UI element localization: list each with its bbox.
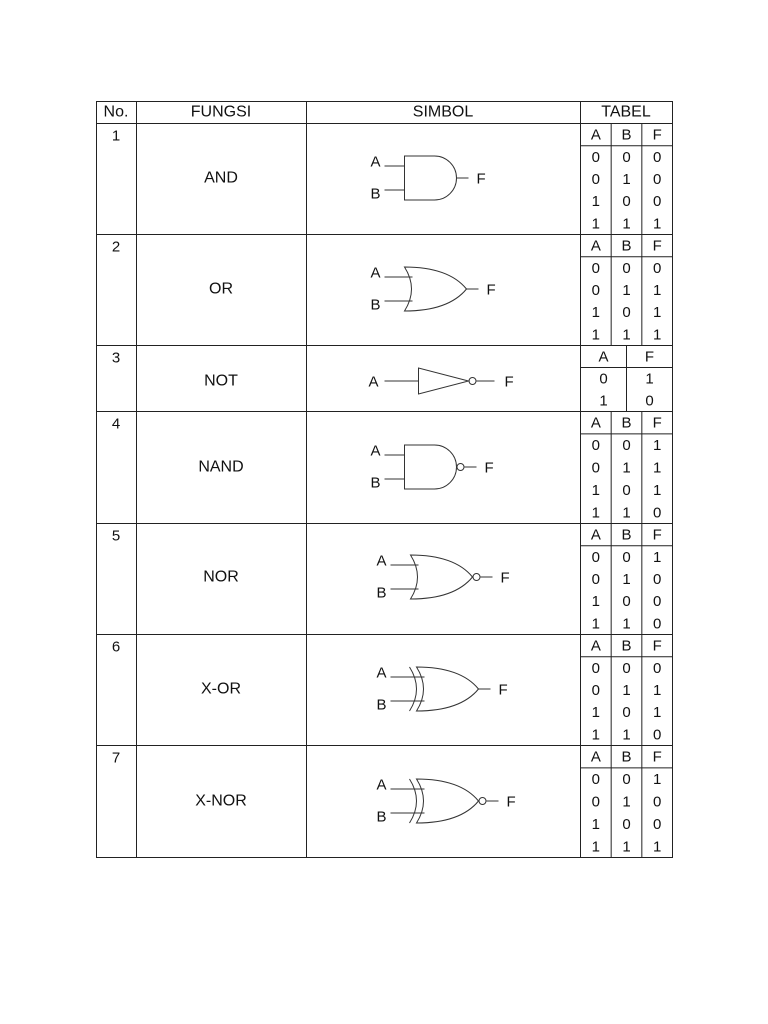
truth-cell: 0 xyxy=(622,593,631,611)
gate-row-x-nor xyxy=(112,745,673,857)
row-number: 3 xyxy=(111,349,121,367)
gate-body xyxy=(405,156,457,200)
input-label-a: A xyxy=(376,776,387,794)
truth-header-a: A xyxy=(590,237,601,255)
output-label-f: F xyxy=(506,793,516,811)
truth-table xyxy=(581,411,673,523)
input-label-a: A xyxy=(370,153,381,171)
truth-cell: 1 xyxy=(591,704,601,722)
gate-body xyxy=(405,445,457,489)
truth-header-f: F xyxy=(652,748,662,766)
truth-cell: 0 xyxy=(652,593,662,611)
truth-cell: 1 xyxy=(622,682,631,699)
truth-cell: 0 xyxy=(591,793,601,811)
truth-cell: 1 xyxy=(652,548,662,566)
truth-cell: 1 xyxy=(591,838,601,856)
inversion-bubble xyxy=(479,798,486,805)
truth-cell: 0 xyxy=(622,259,631,277)
truth-cell: 1 xyxy=(652,326,662,344)
truth-cell: 0 xyxy=(652,815,662,833)
truth-cell: 1 xyxy=(591,615,601,633)
truth-header-b: B xyxy=(621,748,632,766)
input-label-b: B xyxy=(370,296,381,314)
gate-row-or xyxy=(96,234,673,346)
truth-cell: 0 xyxy=(591,259,601,277)
output-label-f: F xyxy=(476,170,486,188)
truth-cell: 0 xyxy=(622,659,631,677)
truth-cell: 1 xyxy=(645,370,654,388)
input-label-a: A xyxy=(376,552,387,570)
truth-table xyxy=(581,345,673,411)
header-simbol: SIMBOL xyxy=(412,103,474,121)
truth-header-b: B xyxy=(621,637,632,655)
truth-cell: 1 xyxy=(622,615,631,633)
truth-cell: 1 xyxy=(652,838,662,856)
truth-cell: 0 xyxy=(622,771,631,789)
truth-cell: 1 xyxy=(652,481,662,499)
row-number: 6 xyxy=(111,638,121,656)
truth-cell: 1 xyxy=(591,593,601,611)
truth-header-a: A xyxy=(590,414,601,432)
output-label-f: F xyxy=(498,681,508,699)
truth-cell: 0 xyxy=(622,148,631,166)
truth-table xyxy=(581,634,673,745)
output-label-f: F xyxy=(500,569,510,587)
truth-cell: 0 xyxy=(591,659,601,677)
truth-cell: 0 xyxy=(645,392,654,410)
xor-extra-curve xyxy=(410,667,417,711)
truth-cell: 0 xyxy=(591,437,601,455)
gate-body xyxy=(411,555,473,599)
row-number: 5 xyxy=(111,527,121,545)
row-number: 1 xyxy=(111,127,121,145)
truth-cell: 0 xyxy=(591,548,601,566)
truth-cell: 1 xyxy=(622,838,631,856)
truth-cell: 0 xyxy=(652,726,662,744)
truth-cell: 1 xyxy=(622,571,631,588)
row-number: 4 xyxy=(111,415,121,433)
truth-cell: 0 xyxy=(591,171,601,188)
not-gate-symbol xyxy=(368,368,513,394)
truth-header-f: F xyxy=(652,526,662,544)
input-label-a: A xyxy=(368,373,379,391)
truth-cell: 0 xyxy=(591,682,601,699)
input-label-a: A xyxy=(370,264,381,282)
row-number: 7 xyxy=(111,749,121,767)
truth-cell: 0 xyxy=(599,370,608,388)
truth-cell: 0 xyxy=(652,793,662,811)
inversion-bubble xyxy=(473,574,480,581)
truth-header-a: A xyxy=(598,348,609,366)
truth-cell: 1 xyxy=(652,215,662,233)
header-no: No. xyxy=(103,103,129,121)
truth-cell: 0 xyxy=(622,704,631,722)
truth-cell: 0 xyxy=(652,259,662,277)
function-name: NOR xyxy=(203,568,239,586)
nand-gate-symbol xyxy=(370,443,493,492)
truth-header-f: F xyxy=(652,237,662,255)
truth-header-f: F xyxy=(652,637,662,655)
gate-row-not xyxy=(96,345,673,412)
truth-cell: 0 xyxy=(622,815,631,833)
truth-cell: 0 xyxy=(652,171,662,188)
truth-cell: 1 xyxy=(622,171,631,188)
truth-cell: 0 xyxy=(622,304,631,322)
truth-cell: 0 xyxy=(652,659,662,677)
truth-table xyxy=(581,234,673,345)
input-label-b: B xyxy=(376,696,387,714)
truth-cell: 0 xyxy=(622,481,631,499)
truth-cell: 0 xyxy=(652,148,662,166)
truth-cell: 0 xyxy=(652,193,662,211)
truth-cell: 1 xyxy=(622,459,631,477)
header-fungsi: FUNGSI xyxy=(190,103,252,121)
truth-cell: 0 xyxy=(622,193,631,211)
input-label-a: A xyxy=(376,664,387,682)
logic-gates-table-drawing xyxy=(96,101,673,858)
truth-header-b: B xyxy=(621,526,632,544)
gate-row-and xyxy=(96,123,673,235)
truth-table xyxy=(581,523,673,634)
inversion-bubble xyxy=(457,464,464,471)
truth-cell: 1 xyxy=(622,215,631,233)
output-label-f: F xyxy=(484,459,494,477)
truth-header-f: F xyxy=(652,414,662,432)
and-gate-symbol xyxy=(370,154,485,203)
truth-cell: 1 xyxy=(599,392,608,410)
or-gate-symbol xyxy=(370,265,495,314)
truth-cell: 0 xyxy=(591,282,601,299)
truth-header-b: B xyxy=(621,237,632,255)
input-label-b: B xyxy=(376,808,387,826)
truth-cell: 1 xyxy=(652,771,662,789)
header-tabel: TABEL xyxy=(601,103,651,121)
truth-cell: 1 xyxy=(652,304,662,322)
truth-cell: 1 xyxy=(591,215,601,233)
truth-cell: 1 xyxy=(652,682,662,699)
function-name: NOT xyxy=(204,372,238,390)
xnor-gate-symbol xyxy=(376,777,515,826)
gate-body xyxy=(417,667,479,711)
truth-cell: 0 xyxy=(652,571,662,588)
truth-cell: 1 xyxy=(622,282,631,299)
gate-body xyxy=(417,779,479,823)
not-triangle xyxy=(419,368,469,394)
truth-header-a: A xyxy=(590,526,601,544)
function-name: OR xyxy=(209,280,233,298)
gate-body xyxy=(405,267,467,311)
truth-cell: 1 xyxy=(591,193,601,211)
truth-cell: 0 xyxy=(622,548,631,566)
truth-header-a: A xyxy=(590,748,601,766)
truth-cell: 0 xyxy=(652,504,662,522)
truth-cell: 0 xyxy=(591,771,601,789)
truth-cell: 0 xyxy=(652,615,662,633)
input-label-b: B xyxy=(376,584,387,602)
row-number: 2 xyxy=(111,238,121,256)
function-name: NAND xyxy=(198,458,244,476)
truth-cell: 1 xyxy=(622,504,631,522)
logic-gates-table xyxy=(96,101,673,858)
truth-header-b: B xyxy=(621,126,632,144)
truth-cell: 1 xyxy=(652,282,662,299)
truth-cell: 0 xyxy=(591,459,601,477)
truth-cell: 1 xyxy=(622,793,631,811)
truth-header-a: A xyxy=(590,126,601,144)
function-name: X-OR xyxy=(201,680,241,698)
truth-cell: 1 xyxy=(591,815,601,833)
xor-extra-curve xyxy=(410,779,417,823)
input-label-a: A xyxy=(370,442,381,460)
function-name: X-NOR xyxy=(195,792,247,810)
input-label-b: B xyxy=(370,185,381,203)
truth-header-b: B xyxy=(621,414,632,432)
truth-cell: 1 xyxy=(652,437,662,455)
input-label-b: B xyxy=(370,474,381,492)
nor-gate-symbol xyxy=(376,553,509,602)
truth-cell: 0 xyxy=(591,571,601,588)
gate-row-nor xyxy=(96,523,673,635)
truth-cell: 1 xyxy=(622,726,631,744)
xor-gate-symbol xyxy=(376,665,507,714)
truth-cell: 1 xyxy=(591,304,601,322)
output-label-f: F xyxy=(504,373,514,391)
truth-header-f: F xyxy=(652,126,662,144)
truth-cell: 1 xyxy=(591,726,601,744)
gate-row-x-or xyxy=(96,634,673,746)
truth-cell: 1 xyxy=(652,459,662,477)
truth-cell: 0 xyxy=(591,148,601,166)
truth-header-a: A xyxy=(590,637,601,655)
truth-cell: 1 xyxy=(591,504,601,522)
truth-cell: 1 xyxy=(591,481,601,499)
truth-cell: 1 xyxy=(591,326,601,344)
truth-table xyxy=(581,745,673,857)
truth-cell: 1 xyxy=(622,326,631,344)
truth-header-f: F xyxy=(644,348,655,366)
truth-table xyxy=(581,123,673,234)
truth-cell: 1 xyxy=(652,704,662,722)
output-label-f: F xyxy=(486,281,496,299)
function-name: AND xyxy=(204,169,238,187)
truth-cell: 0 xyxy=(622,437,631,455)
gate-row-nand xyxy=(96,411,673,524)
